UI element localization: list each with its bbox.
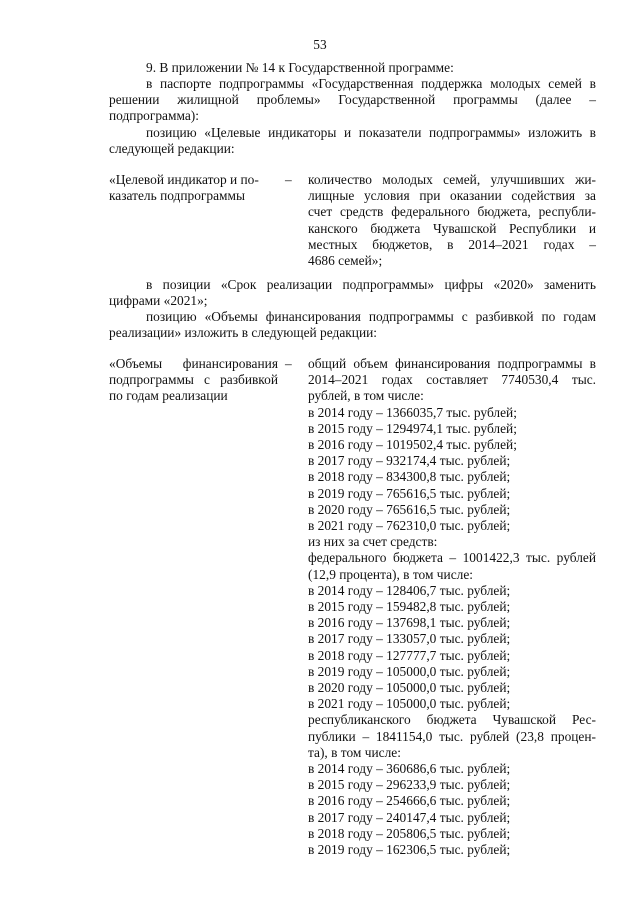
paragraph-indicators-position: позицию «Целевые индикаторы и показатели подпрограммы» изложить в следующей редакции: bbox=[109, 125, 596, 157]
indicator-value-line: лищные условия при оказании содействия за bbox=[308, 188, 596, 204]
finance-value-line: в 2015 году – 159482,8 тыс. рублей; bbox=[308, 599, 511, 615]
finance-value-line: в 2020 году – 765616,5 тыс. рублей; bbox=[308, 501, 511, 517]
finance-label-line: «Объемы финансирования bbox=[109, 356, 278, 371]
finance-value-line: в 2018 году – 205806,5 тыс. рублей; bbox=[308, 825, 511, 841]
indicator-value bbox=[308, 172, 596, 269]
finance-label-line: по годам реализации bbox=[109, 388, 228, 404]
finance-value-line: в 2017 году – 932174,4 тыс. рублей; bbox=[308, 453, 511, 469]
indicator-label-line: казатель подпрограммы bbox=[109, 188, 245, 204]
finance-value-line: в 2018 году – 834300,8 тыс. рублей; bbox=[308, 469, 511, 485]
indicator-value-line: 4686 семей»; bbox=[308, 253, 383, 269]
finance-label-line: подпрограммы с разбивкой bbox=[109, 372, 278, 388]
indicator-dash: – bbox=[285, 172, 292, 187]
finance-value-line: 2014–2021 годах составляет 7740530,4 тыс. bbox=[308, 372, 596, 388]
finance-value-line: в 2019 году – 105000,0 тыс. рублей; bbox=[308, 663, 511, 679]
finance-value-line: в 2014 году – 128406,7 тыс. рублей; bbox=[308, 582, 511, 598]
finance-value-line: в 2021 году – 105000,0 тыс. рублей; bbox=[308, 696, 511, 712]
finance-value-line: в 2019 году – 765616,5 тыс. рублей; bbox=[308, 485, 511, 501]
indicator-label-line: «Целевой индикатор и по- bbox=[109, 172, 259, 187]
finance-value-line: общий объем финансирования подпрограммы в bbox=[308, 356, 596, 371]
indicator-label bbox=[109, 172, 296, 204]
paragraph-term: в позиции «Срок реализации подпрограммы» цифры «2020» заменить цифрами «2021»; bbox=[109, 277, 596, 309]
finance-value-line: в 2015 году – 1294974,1 тыс. рублей; bbox=[308, 420, 517, 436]
finance-value-line: в 2016 году – 1019502,4 тыс. рублей; bbox=[308, 437, 517, 453]
finance-value-line: в 2014 году – 360686,6 тыс. рублей; bbox=[308, 761, 511, 777]
indicator-value-line: местных бюджетов, в 2014–2021 годах – bbox=[308, 236, 596, 252]
finance-value bbox=[308, 356, 596, 858]
finance-value-line: в 2020 году – 105000,0 тыс. рублей; bbox=[308, 680, 511, 696]
indicator-value-line: счет средств федерального бюджета, республи- bbox=[308, 204, 596, 220]
finance-value-line: та), в том числе: bbox=[308, 744, 401, 760]
finance-value-line: в 2019 году – 162306,5 тыс. рублей; bbox=[308, 842, 511, 858]
finance-value-line: из них за счет средств: bbox=[308, 534, 438, 550]
finance-value-line: в 2017 году – 240147,4 тыс. рублей; bbox=[308, 809, 511, 825]
finance-dash: – bbox=[285, 356, 292, 371]
finance-value-line: публики – 1841154,0 тыс. рублей (23,8 процен- bbox=[308, 728, 596, 744]
finance-value-line: республиканского бюджета Чувашской Рес- bbox=[308, 712, 596, 728]
indicator-value-line: канского бюджета Чувашской Республики и bbox=[308, 220, 596, 236]
finance-value-line: в 2014 году – 1366035,7 тыс. рублей; bbox=[308, 404, 517, 420]
finance-value-line: в 2016 году – 137698,1 тыс. рублей; bbox=[308, 615, 511, 631]
finance-value-line: в 2016 году – 254666,6 тыс. рублей; bbox=[308, 793, 511, 809]
finance-value-line: рублей, в том числе: bbox=[308, 388, 424, 404]
finance-value-line: в 2021 году – 762310,0 тыс. рублей; bbox=[308, 518, 511, 534]
paragraph-item-9: 9. В приложении № 14 к Государственной программе: bbox=[146, 60, 454, 75]
finance-value-line: в 2017 году – 133057,0 тыс. рублей; bbox=[308, 631, 511, 647]
finance-value-line: (12,9 процента), в том числе: bbox=[308, 566, 473, 582]
finance-value-line: федерального бюджета – 1001422,3 тыс. рублей bbox=[308, 550, 596, 566]
indicator-value-line: количество молодых семей, улучшивших жи- bbox=[308, 172, 596, 187]
finance-value-line: в 2018 году – 127777,7 тыс. рублей; bbox=[308, 647, 511, 663]
finance-value-line: в 2015 году – 296233,9 тыс. рублей; bbox=[308, 777, 511, 793]
page-number: 53 bbox=[313, 37, 327, 52]
paragraph-passport: в паспорте подпрограммы «Государственная поддержка молодых семей в решении жилищной проблемы» Государственной программы (далее – подпрограмма): bbox=[109, 76, 596, 124]
finance-label bbox=[109, 356, 296, 405]
paragraph-finance-position: позицию «Объемы финансирования подпрограммы с разбивкой по годам реализации» изложить в следующей редакции: bbox=[109, 309, 596, 341]
